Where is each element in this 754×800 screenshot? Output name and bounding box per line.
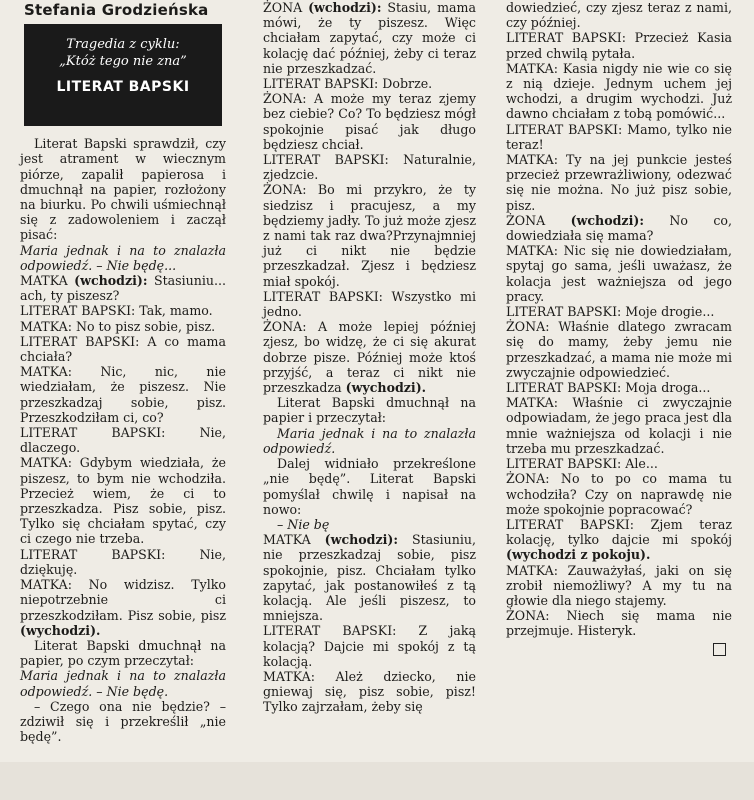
paragraph (506, 213, 732, 243)
paragraph: LITERAT BAPSKI: Z jaką kolacją? Dajcie mi spokój z tą kolacją. (263, 623, 476, 669)
paragraph: LITERAT BAPSKI: Dobrze. (263, 76, 433, 92)
paragraph: Dalej widniało przekreślone „nie będę”. Literat Bapski pomyślał chwilę i napisał na nowo: (263, 456, 476, 517)
paragraph: LITERAT BAPSKI: A co mama chciała? (20, 333, 226, 365)
paragraph: – Nie bę (277, 516, 330, 532)
paragraph: ŻONA: A może my teraz zjemy bez ciebie? Co? To będziesz mógł spokojnie pisać jak długo będziesz chciał. (263, 91, 476, 152)
paragraph: Maria jednak i na to znalazła odpowiedź. – Nie będę. (20, 668, 226, 699)
end-of-article-square-icon (713, 643, 726, 656)
paragraph: LITERAT BAPSKI: Mamo, tylko nie teraz! (506, 121, 732, 152)
paragraph (263, 0, 476, 76)
paragraph: Literat Bapski dmuchnął na papier, po czym przeczytał: (20, 637, 226, 669)
column-2 (263, 0, 476, 715)
paragraph-text: ŻONA: A może lepiej później zjesz, bo widzę, że ci się akurat dobrze pisze. Później może ktoś przyjść, a teraz ci nikt nie przeszkadza (263, 319, 476, 396)
paragraph: LITERAT BAPSKI: Ale... (506, 456, 658, 472)
stage-direction: (wychodzi). (345, 380, 427, 396)
paragraph: – Czego ona nie będzie? – zdziwił się i przekreślił „nie będę”. (20, 698, 226, 745)
column-2-text (263, 0, 476, 715)
paragraph (263, 319, 476, 395)
paragraph (20, 273, 226, 303)
stage-direction: (wychodzi). (20, 622, 101, 638)
paragraph: LITERAT BAPSKI: Moje drogie... (506, 304, 715, 320)
paragraph-text: MATKA (20, 273, 75, 289)
paragraph: MATKA: Zauważyłaś, jaki on się zrobił niemożliwy? A my tu na głowie dla niego stajemy. (506, 562, 732, 608)
article-title: LITERAT BAPSKI (56, 79, 190, 96)
paragraph (263, 532, 476, 623)
paragraph (506, 517, 732, 563)
paragraph: LITERAT BAPSKI: Przecież Kasia przed chwilą pytała. (506, 30, 732, 61)
paragraph-text: ŻONA (263, 0, 309, 15)
paragraph: MATKA: Ty na jej punkcie jesteś przecież przewrażliwiony, odezwać się nie można. No już pisz sobie, pisz. (506, 152, 732, 213)
paragraph (20, 577, 226, 638)
paragraph: MATKA: Nic się nie dowiedziałam, spytaj go sama, jeśli uważasz, że kolacja jest ważniejsza od jego pracy. (506, 243, 732, 304)
column-3 (506, 0, 732, 656)
paragraph: Maria jednak i na to znalazła odpowiedź. (263, 425, 476, 456)
column-3-text (506, 0, 732, 639)
paragraph: ŻONA: Bo mi przykro, że ty siedzisz i pracujesz, a my będziemy jadły. To już może zjesz z nami tak raz dwa?Przynajmniej już ci nikt nie będzie przeszkadzał. Zjesz i będziesz miał spokój. (263, 182, 476, 289)
paragraph: LITERAT BAPSKI: Tak, mamo. (20, 303, 213, 319)
stage-direction: (wchodzi): (324, 532, 399, 548)
stage-direction: (wchodzi): (74, 273, 148, 289)
series-line-1: Tragedia z cyklu: (66, 37, 180, 53)
paragraph-text: Stasiu, mama mówi, że ty piszesz. Więc chciałam zapytać, czy może ci kolację dać później, żeby ci teraz nie przeszkadzać. (263, 0, 476, 76)
paragraph: MATKA: Kasia nigdy nie wie co się z nią dzieje. Jednym uchem jej wchodzi, a drugim wychodzi. Już dawno chciałam z tobą pomówić... (506, 60, 732, 122)
paragraph: MATKA: Ależ dziecko, nie gniewaj się, pisz sobie, pisz! Tylko zajrzałam, żeby się (263, 668, 476, 715)
paragraph: LITERAT BAPSKI: Nie, dziękuję. (20, 546, 226, 577)
paragraph: ŻONA: No to po co mama tu wchodziła? Czy on naprawdę nie może spokojnie popracować? (506, 471, 732, 517)
stage-direction: (wchodzi): (570, 212, 644, 228)
column-1-text (20, 136, 226, 744)
title-box (24, 24, 222, 126)
paragraph: dowiedzieć, czy zjesz teraz z nami, czy później. (506, 0, 732, 31)
paragraph: LITERAT BAPSKI: Moja droga... (506, 380, 711, 396)
paragraph: MATKA: Nic, nic, nie wiedziałam, że piszesz. Nie przeszkadzaj sobie, pisz. Przeszkodziłam ci, co? (20, 364, 226, 425)
paragraph-text: MATKA: No widzisz. Tylko niepotrzebnie ci przeszkodziłam. Pisz sobie, pisz (20, 577, 226, 623)
paragraph-text: Stasiuniu... ach, ty piszesz? (20, 273, 227, 304)
paragraph: LITERAT BAPSKI: Wszystko mi jedno. (263, 288, 476, 320)
stage-direction: (wchodzi): (308, 0, 382, 15)
paragraph-text: Stasiuniu, nie przeszkadzaj sobie, pisz spokojnie, pisz. Chciałam tylko zapytać, jak postanowiłeś z tą kolacją. Ale jeśli piszesz, to mniejsza. (263, 532, 476, 624)
paragraph-text: MATKA (263, 532, 325, 548)
paragraph: Literat Bapski dmuchnął na papier i przeczytał: (263, 395, 476, 426)
paragraph-text: No co, dowiedziała się mama? (506, 212, 732, 244)
paragraph: LITERAT BAPSKI: Nie, dlaczego. (20, 425, 226, 456)
author-name: Stefania Grodzieńska (24, 1, 209, 19)
column-1 (20, 0, 226, 744)
paragraph: Literat Bapski sprawdził, czy jest atrament w wiecznym piórze, zapalił papierosa i dmuchnął na papier, rozłożony na biurku. Po chwili uśmiechnął się z zadowoleniem i zaczął pisać: (20, 136, 226, 243)
paragraph: MATKA: No to pisz sobie, pisz. (20, 318, 216, 334)
paragraph: LITERAT BAPSKI: Naturalnie, zjedzcie. (263, 152, 476, 183)
paragraph: Maria jednak i na to znalazła odpowiedź. – Nie będę... (20, 242, 226, 273)
paragraph: ŻONA: Niech się mama nie przejmuje. Histeryk. (506, 608, 732, 639)
paragraph: MATKA: Gdybym wiedziała, że piszesz, to bym nie wchodziła. Przecież wiem, że ci to przeszkadza. Pisz sobie, pisz. Tylko się chciałam spytać, czy ci czego nie trzeba. (20, 455, 226, 547)
stage-direction: (wychodzi z pokoju). (506, 547, 651, 563)
series-line-2: „Któż tego nie zna” (59, 54, 187, 70)
paragraph: ŻONA: Właśnie dlatego zwracam się do mamy, żeby jemu nie przeszkadzać, a mama nie może mi zwyczajnie odpowiedzieć. (506, 319, 732, 380)
page-bottom-margin (0, 762, 754, 800)
paragraph: MATKA: Właśnie ci zwyczajnie odpowiadam, że jego praca jest dla mnie ważniejsza od kolacji i nie trzeba mu przeszkadzać. (506, 395, 732, 456)
paragraph-text: ŻONA (506, 212, 571, 228)
paragraph-text: LITERAT BAPSKI: Zjem teraz kolację, tylko dajcie mi spokój (506, 516, 732, 548)
